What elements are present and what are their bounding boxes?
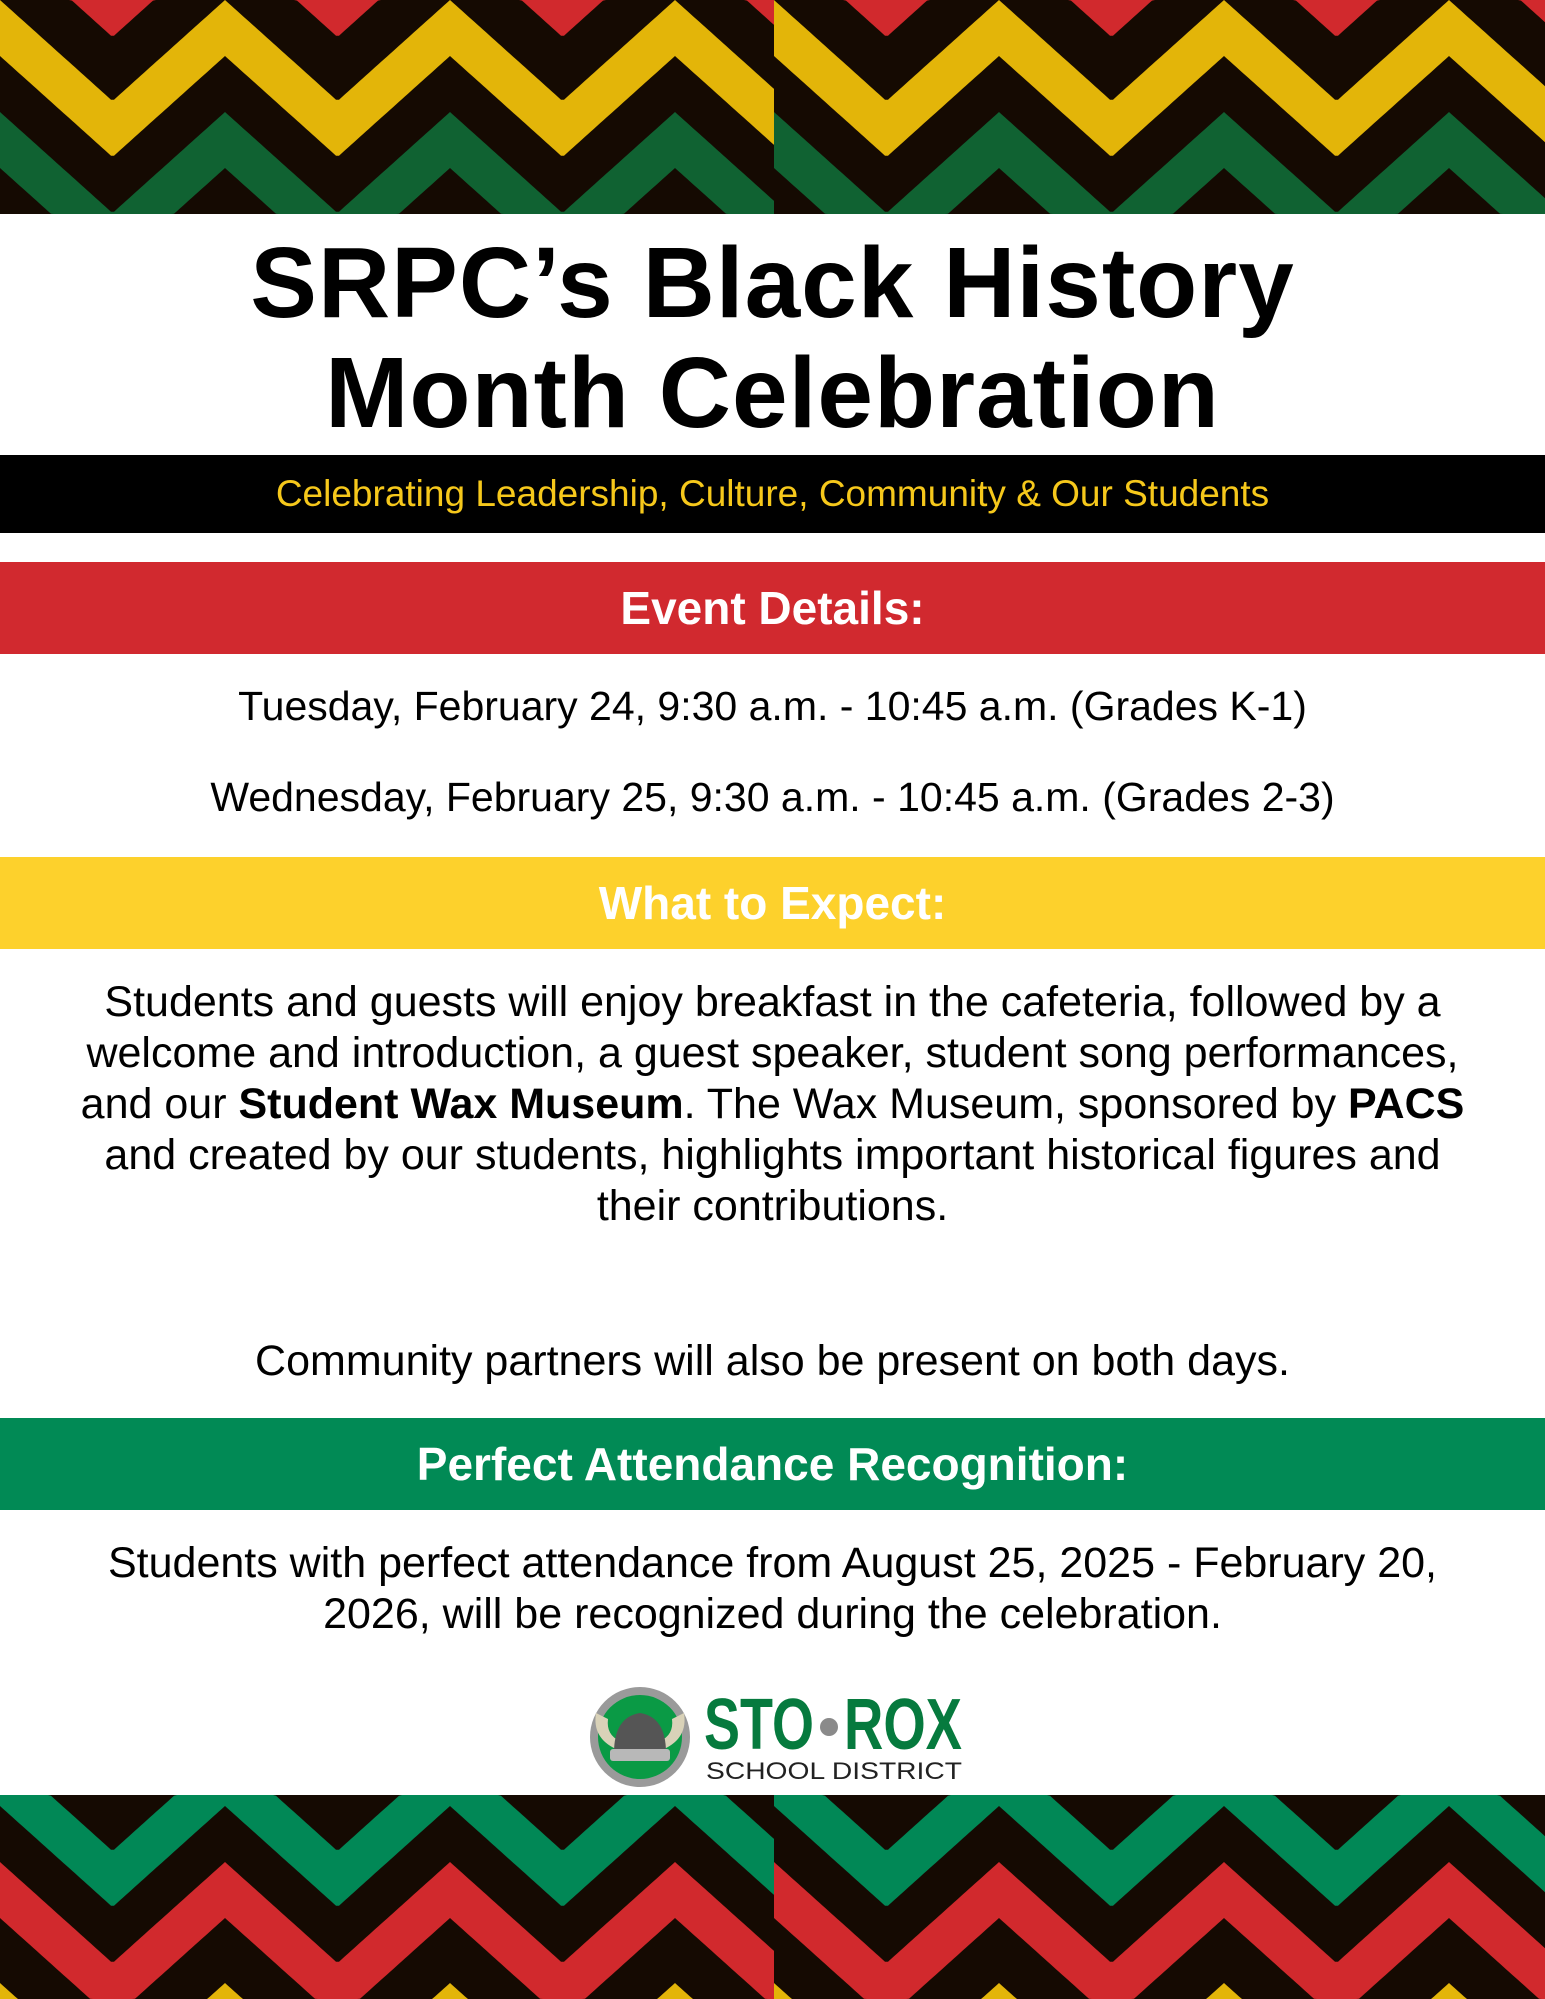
- title-line-1: SRPC’s Black History: [250, 227, 1295, 339]
- heading-text: Perfect Attendance Recognition:: [416, 1438, 1129, 1490]
- page-title: [0, 228, 1545, 448]
- expect-paragraph: [0, 977, 1545, 1232]
- heading-text: Event Details:: [620, 582, 925, 634]
- title-line-2: Month Celebration: [325, 337, 1220, 449]
- community-partners-text: Community partners will also be present on both days.: [255, 1337, 1290, 1385]
- logo-sto: STO: [704, 1685, 814, 1765]
- logo-tagline: SCHOOL DISTRICT: [706, 1758, 963, 1785]
- subtitle-banner: [0, 455, 1545, 533]
- event-date-2: Wednesday, February 25, 9:30 a.m. - 10:45 a.m. (Grades 2-3): [210, 774, 1335, 820]
- attendance-text: Students with perfect attendance from August 25, 2025 - February 20, 2026, will be recognized during the celebration.: [107, 1539, 1437, 1638]
- bottom-chevron-border: [0, 1795, 1545, 1999]
- viking-shield-icon: [590, 1687, 690, 1787]
- text: Students and guests will enjoy breakfast in the cafeteria, followed by a welcome and introduction, a guest speaker, student song performances, and our: [80, 978, 1459, 1128]
- top-chevron-border: [0, 0, 1545, 214]
- heading-text: What to Expect:: [598, 877, 947, 929]
- pacs-bold: PACS: [1348, 1080, 1465, 1128]
- sto-rox-logo: [586, 1683, 966, 1791]
- text: and created by our students, highlights important historical figures and their contributions.: [104, 1131, 1441, 1230]
- subtitle-text: Celebrating Leadership, Culture, Community & Our Students: [275, 473, 1270, 514]
- what-to-expect-heading: [0, 857, 1545, 949]
- event-date-1: Tuesday, February 24, 9:30 a.m. - 10:45 a.m. (Grades K-1): [238, 683, 1307, 729]
- wax-museum-bold: Student Wax Museum: [238, 1080, 684, 1128]
- logo-rox: ROX: [844, 1685, 962, 1765]
- text: . The Wax Museum, sponsored by: [683, 1080, 1349, 1128]
- attendance-heading: [0, 1418, 1545, 1510]
- event-details-heading: [0, 562, 1545, 654]
